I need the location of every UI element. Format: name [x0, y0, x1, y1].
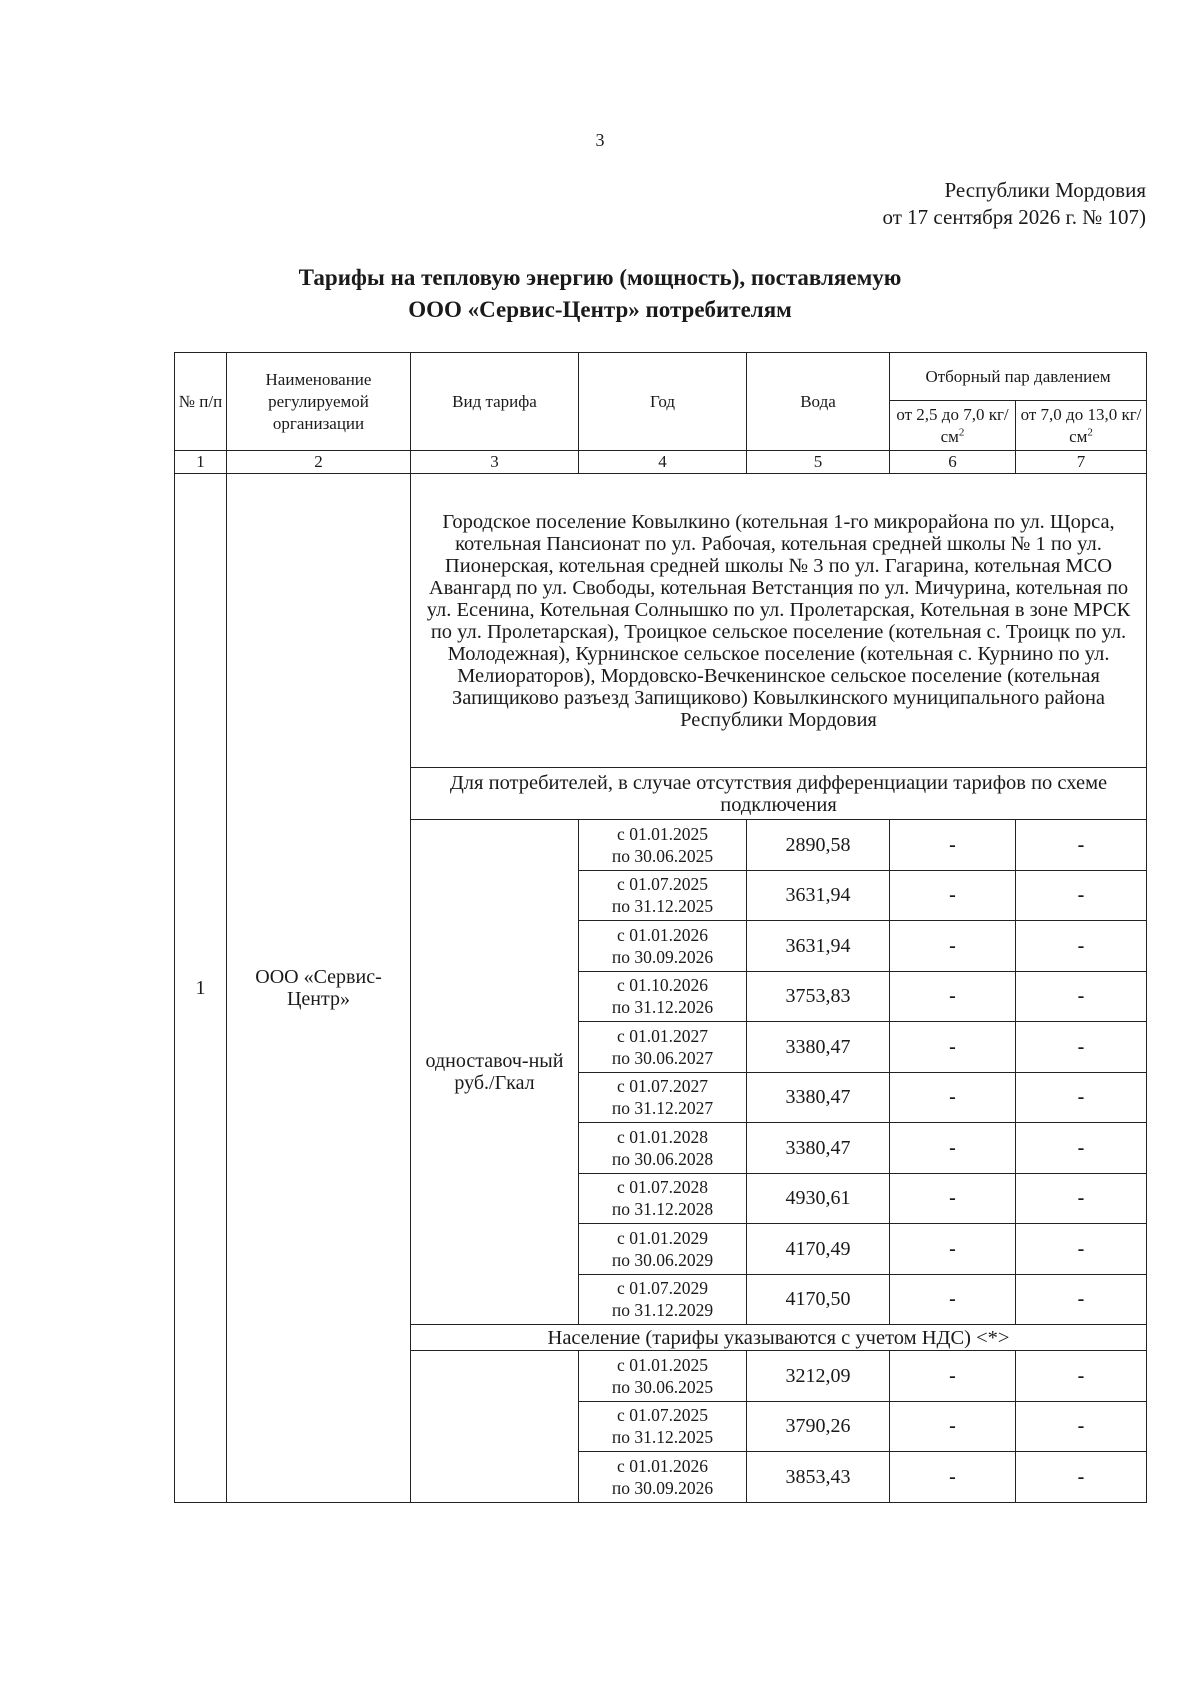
- title-line-1: Тарифы на тепловую энергию (мощность), поставляемую: [298, 265, 902, 290]
- header-steam: Отборный пар давлением: [890, 353, 1147, 401]
- period-to: по 30.06.2028: [611, 1148, 714, 1169]
- steam-low-value: -: [890, 1072, 1016, 1123]
- period-from: с 01.01.2026: [617, 1455, 708, 1476]
- period-from: с 01.01.2028: [617, 1126, 708, 1147]
- steam-high-value: -: [1016, 1401, 1147, 1452]
- period-to: по 30.06.2025: [611, 845, 714, 866]
- col-number: 5: [747, 451, 890, 474]
- section-heading-general: Для потребителей, в случае отсутствия дифференциации тарифов по схеме подключения: [411, 768, 1147, 820]
- header-steam-high: от 7,0 до 13,0 $кг/см^2$: [1016, 401, 1147, 451]
- header-org: Наименование регулируемой организации: [227, 353, 411, 451]
- steam-high-value: -: [1016, 870, 1147, 921]
- steam-low-value: -: [890, 1173, 1016, 1224]
- header-num: № п/п: [175, 353, 227, 451]
- steam-low-value: -: [890, 1274, 1016, 1325]
- steam-low-value: -: [890, 1123, 1016, 1174]
- period-to: по 30.06.2029: [611, 1249, 714, 1270]
- col-number: 3: [411, 451, 579, 474]
- steam-high-value: -: [1016, 820, 1147, 871]
- reference-line-2: от 17 сентября 2026 г. № 107): [882, 205, 1146, 229]
- steam-low-value: -: [890, 971, 1016, 1022]
- steam-high-value: -: [1016, 1351, 1147, 1402]
- col-number: 1: [175, 451, 227, 474]
- steam-high-value: -: [1016, 1452, 1147, 1503]
- water-tariff-value: 3380,47: [747, 1123, 890, 1174]
- steam-high-value: -: [1016, 921, 1147, 972]
- water-tariff-value: 3753,83: [747, 971, 890, 1022]
- tariff-type-cell: одноставоч-ный руб./Гкал: [411, 820, 579, 1325]
- steam-high-value: -: [1016, 1123, 1147, 1174]
- tariff-table: [174, 352, 1147, 1503]
- water-tariff-value: 3631,94: [747, 921, 890, 972]
- period-to: по 31.12.2027: [611, 1098, 714, 1119]
- steam-low-value: -: [890, 1452, 1016, 1503]
- header-steam-low: от 2,5 до 7,0 $кг/см^2$: [890, 401, 1016, 451]
- period-to: по 30.09.2026: [611, 946, 714, 967]
- period-cell: [579, 1401, 747, 1452]
- reference-line-1: Республики Мордовия: [944, 178, 1146, 202]
- period-from: с 01.01.2025: [617, 1354, 708, 1375]
- period-cell: [579, 870, 747, 921]
- period-to: по 30.06.2027: [611, 1047, 714, 1068]
- page-number: 3: [595, 130, 605, 150]
- water-tariff-value: 4170,49: [747, 1224, 890, 1275]
- period-from: с 01.01.2027: [617, 1025, 708, 1046]
- period-from: с 01.01.2029: [617, 1227, 708, 1248]
- period-cell: [579, 1123, 747, 1174]
- row-number: 1: [175, 474, 227, 1503]
- steam-low-value: -: [890, 921, 1016, 972]
- water-tariff-value: 3853,43: [747, 1452, 890, 1503]
- period-cell: [579, 1173, 747, 1224]
- section-heading-population: Население (тарифы указываются с учетом НДС) <*>: [411, 1325, 1147, 1351]
- header-tariff-type: Вид тарифа: [411, 353, 579, 451]
- period-to: по 31.12.2028: [611, 1199, 714, 1220]
- organization-name: ООО «Сервис-Центр»: [227, 474, 411, 1503]
- water-tariff-value: 3790,26: [747, 1401, 890, 1452]
- period-to: по 31.12.2025: [611, 1427, 714, 1448]
- period-cell: [579, 1022, 747, 1073]
- steam-low-value: -: [890, 1022, 1016, 1073]
- steam-high-value: -: [1016, 1274, 1147, 1325]
- period-cell: [579, 820, 747, 871]
- region-description: Городское поселение Ковылкино (котельная 1-го микрорайона по ул. Щорса, котельная Пансионат по ул. Рабочая, котельная средней школы № 1 по ул. Пионерская, котельная средней школы № 3 по ул. Гагарина, котельная МСО Авангард по ул. Свободы, котельная Ветстанция по ул. Мичурина, котельная по ул. Есенина, Котельная Солнышко по ул. Пролетарская, Котельная в зоне МРСК по ул. Пролетарская), Троицкое сельское поселение (котельная с. Троицк по ул. Молодежная), Курнинское сельское поселение (котельная с. Курнино по ул. Мелиораторов), Мордовско-Вечкенинское сельское поселение (котельная Запищиково разъезд Запищиково) Ковылкинского муниципального района Республики Мордовия: [411, 474, 1147, 768]
- period-from: с 01.10.2026: [617, 975, 708, 996]
- period-to: по 31.12.2026: [611, 997, 714, 1018]
- period-from: с 01.07.2028: [617, 1177, 708, 1198]
- page-title: [0, 262, 1200, 326]
- period-from: с 01.07.2025: [617, 874, 708, 895]
- tariff-type-cell: [411, 1351, 579, 1503]
- steam-low-value: -: [890, 1224, 1016, 1275]
- water-tariff-value: 4170,50: [747, 1274, 890, 1325]
- period-from: с 01.07.2025: [617, 1405, 708, 1426]
- steam-low-value: -: [890, 1351, 1016, 1402]
- period-cell: [579, 1351, 747, 1402]
- period-to: по 30.09.2026: [611, 1477, 714, 1498]
- period-cell: [579, 1274, 747, 1325]
- period-from: с 01.01.2026: [617, 924, 708, 945]
- period-cell: [579, 1224, 747, 1275]
- period-from: с 01.07.2027: [617, 1076, 708, 1097]
- steam-high-value: -: [1016, 1072, 1147, 1123]
- col-number: 2: [227, 451, 411, 474]
- period-to: по 30.06.2025: [611, 1376, 714, 1397]
- title-line-2: ООО «Сервис-Центр» потребителям: [408, 297, 792, 322]
- period-cell: [579, 971, 747, 1022]
- steam-high-value: -: [1016, 1173, 1147, 1224]
- steam-low-value: -: [890, 870, 1016, 921]
- water-tariff-value: 3380,47: [747, 1072, 890, 1123]
- steam-high-value: -: [1016, 1224, 1147, 1275]
- water-tariff-value: 3212,09: [747, 1351, 890, 1402]
- water-tariff-value: 3631,94: [747, 870, 890, 921]
- period-cell: [579, 921, 747, 972]
- col-number: 4: [579, 451, 747, 474]
- period-from: с 01.01.2025: [617, 823, 708, 844]
- water-tariff-value: 4930,61: [747, 1173, 890, 1224]
- water-tariff-value: 2890,58: [747, 820, 890, 871]
- period-cell: [579, 1072, 747, 1123]
- col-number: 6: [890, 451, 1016, 474]
- header-year: Год: [579, 353, 747, 451]
- steam-low-value: -: [890, 820, 1016, 871]
- period-from: с 01.07.2029: [617, 1278, 708, 1299]
- document-reference: [883, 177, 1146, 231]
- steam-low-value: -: [890, 1401, 1016, 1452]
- water-tariff-value: 3380,47: [747, 1022, 890, 1073]
- period-cell: [579, 1452, 747, 1503]
- col-number: 7: [1016, 451, 1147, 474]
- steam-high-value: -: [1016, 1022, 1147, 1073]
- period-to: по 31.12.2029: [611, 1300, 714, 1321]
- header-water: Вода: [747, 353, 890, 451]
- steam-high-value: -: [1016, 971, 1147, 1022]
- period-to: по 31.12.2025: [611, 896, 714, 917]
